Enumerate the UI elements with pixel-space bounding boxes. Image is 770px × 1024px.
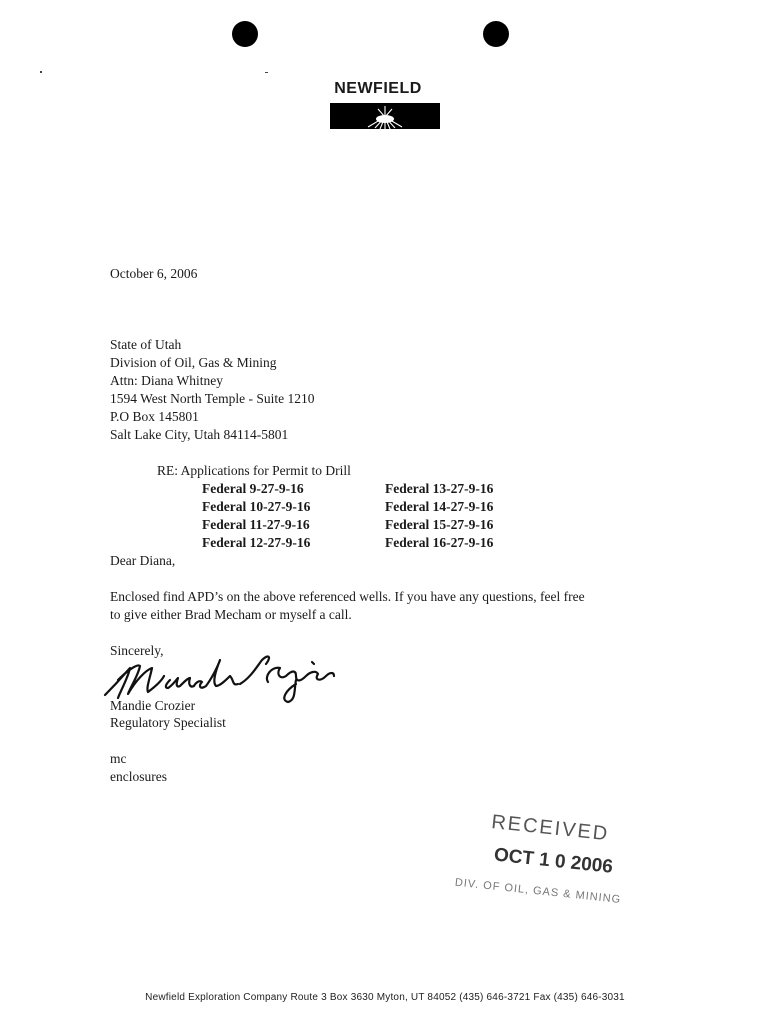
body-line-2: to give either Brad Mecham or myself a call. (110, 607, 352, 622)
signer-title: Regulatory Specialist (110, 715, 226, 730)
recipient-line-6: Salt Lake City, Utah 84114-5801 (110, 427, 289, 442)
letter-date: October 6, 2006 (110, 266, 198, 281)
hole-punch-right (483, 21, 509, 47)
well-name: Federal 11-27-9-16 (202, 517, 310, 532)
company-logo-text: NEWFIELD (334, 80, 422, 97)
subject-line: RE: Applications for Permit to Drill (157, 463, 351, 478)
recipient-line-2: Division of Oil, Gas & Mining (110, 355, 277, 370)
wells-column-right (385, 480, 493, 552)
recipient-line-3: Attn: Diana Whitney (110, 373, 223, 388)
received-stamp (454, 811, 629, 906)
company-logo-sunburst (330, 103, 440, 129)
well-name: Federal 14-27-9-16 (385, 499, 494, 514)
recipient-line-5: P.O Box 145801 (110, 409, 199, 424)
well-name: Federal 15-27-9-16 (385, 517, 494, 532)
letterhead-footer: Newfield Exploration Company Route 3 Box 3630 Myton, UT 84052 (435) 646-3721 Fax (435) 646-3031 (145, 992, 625, 1003)
recipient-line-4: 1594 West North Temple - Suite 1210 (110, 391, 315, 406)
stamp-date: OCT 1 0 2006 (492, 844, 614, 878)
recipient-line-1: State of Utah (110, 337, 182, 352)
hole-punch-left (232, 21, 258, 47)
body-line-1: Enclosed find APD’s on the above referenced wells. If you have any questions, feel free (110, 589, 585, 604)
wells-column-left (202, 480, 310, 552)
well-name: Federal 10-27-9-16 (202, 499, 311, 514)
well-name: Federal 9-27-9-16 (202, 481, 304, 496)
well-name: Federal 12-27-9-16 (202, 535, 311, 550)
sunburst-icon (330, 103, 440, 129)
signer-name: Mandie Crozier (110, 698, 196, 713)
salutation: Dear Diana, (110, 553, 176, 568)
scan-speck (40, 71, 42, 73)
typist-initials: mc (110, 751, 127, 766)
well-name: Federal 16-27-9-16 (385, 535, 494, 550)
enclosures-note: enclosures (110, 769, 167, 784)
stamp-received: RECEIVED (490, 811, 611, 846)
well-name: Federal 13-27-9-16 (385, 481, 494, 496)
stamp-division: DIV. OF OIL, GAS & MINING (454, 876, 622, 906)
scan-speck (265, 72, 268, 73)
closing: Sincerely, (110, 643, 164, 658)
